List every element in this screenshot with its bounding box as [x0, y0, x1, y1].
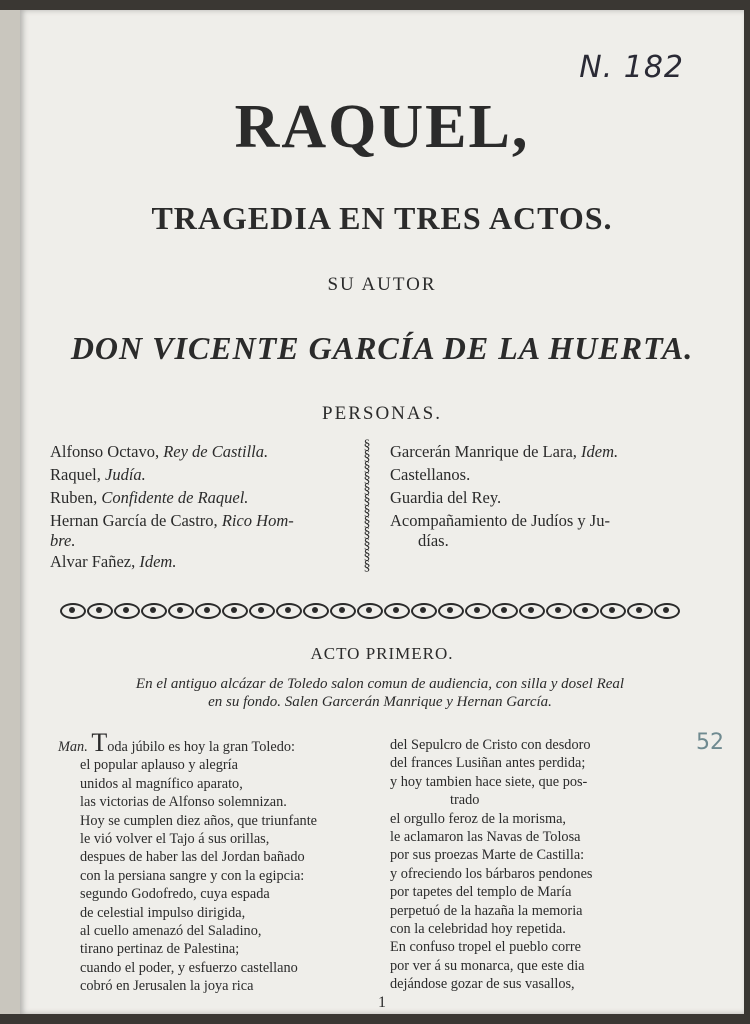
- ornament-link: [60, 603, 86, 619]
- cast-entry: [390, 486, 700, 509]
- ornament-link: [195, 603, 221, 619]
- cast-role: bre.: [50, 531, 76, 550]
- verse-line: las victorias de Alfonso solemnizan.: [80, 794, 287, 811]
- verse-line: perpetuó de la hazaña la memoria: [390, 902, 583, 919]
- verse-line: por ver á su monarca, que este dia: [390, 957, 585, 974]
- verse-line: el popular aplauso y alegría: [80, 757, 238, 774]
- cast-entry: [390, 532, 700, 550]
- cast-entry: [50, 440, 360, 463]
- cast-name: Guardia del Rey.: [390, 488, 502, 507]
- verse-line: dejándose gozar de sus vasallos,: [390, 976, 575, 993]
- verse-line: unidos al magnífico aparato,: [80, 775, 243, 792]
- cast-role: Idem.: [139, 552, 177, 571]
- verse-line: segundo Godofredo, cuya espada: [80, 886, 270, 903]
- stage-direction-line: En el antiguo alcázar de Toledo salon comun de audiencia, con silla y dosel Real: [135, 676, 625, 692]
- cast-list-right: [390, 440, 700, 550]
- cast-role: Rey de Castilla.: [163, 442, 269, 461]
- act-heading: ACTO PRIMERO.: [310, 644, 454, 663]
- margin-pencil-number: 52: [696, 730, 724, 755]
- verse-line: tirano pertinaz de Palestina;: [80, 941, 240, 958]
- ornament-link: [303, 603, 329, 619]
- ornament-link: [600, 603, 626, 619]
- ornament-link: [573, 603, 599, 619]
- cast-entry: [50, 509, 360, 532]
- cast-entry: [390, 440, 700, 463]
- ornament-link: [330, 603, 356, 619]
- cast-name: Hernan García de Castro,: [50, 511, 218, 530]
- stage-direction: [60, 675, 700, 711]
- cast-name: Garcerán Manrique de Lara,: [390, 442, 577, 461]
- verse-line: Hoy se cumplen diez años, que triunfante: [80, 812, 318, 829]
- ornament-link: [357, 603, 383, 619]
- author-name: DON VICENTE GARCÍA DE LA HUERTA.: [70, 330, 694, 366]
- verse-line: el orgullo feroz de la morisma,: [390, 810, 567, 827]
- verse-line: al cuello amenazó del Saladino,: [80, 923, 262, 940]
- stage-direction-line: en su fondo. Salen Garcerán Manrique y Hernan García.: [208, 694, 552, 710]
- ornament-link: [87, 603, 113, 619]
- cast-name: Acompañamiento de Judíos y Ju-: [390, 511, 610, 530]
- ornament-link: [141, 603, 167, 619]
- ornamental-divider: [60, 600, 680, 622]
- cast-entry: [50, 532, 360, 550]
- cast-entry: [50, 463, 360, 486]
- ornament-link: [384, 603, 410, 619]
- ornament-link: [276, 603, 302, 619]
- ornament-link: [492, 603, 518, 619]
- page-spine: [0, 10, 20, 1014]
- verse-line: con la persiana sangre y con la egipcia:: [80, 867, 305, 884]
- decorative-brace: § § § § § § § § § § § §: [363, 438, 371, 574]
- verse-line: y ofreciendo los bárbaros pendones: [390, 865, 593, 882]
- ornament-link: [627, 603, 653, 619]
- cast-name: Alvar Fañez,: [50, 552, 136, 571]
- verse-line: y hoy tambien hace siete, que pos-: [390, 773, 588, 790]
- ornament-link: [546, 603, 572, 619]
- verse-line: cobró en Jerusalen la joya rica: [80, 978, 254, 995]
- ornament-link: [519, 603, 545, 619]
- cast-entry: [50, 486, 360, 509]
- cast-name: Raquel,: [50, 465, 101, 484]
- cast-name: Castellanos.: [390, 465, 471, 484]
- verse-line: cuando el poder, y esfuerzo castellano: [80, 959, 298, 976]
- cast-entry: [50, 550, 360, 573]
- initial-letter: T: [91, 728, 108, 757]
- ornament-link: [438, 603, 464, 619]
- document-page: [20, 10, 744, 1014]
- personas-heading: PERSONAS.: [322, 403, 442, 424]
- verse-column-left: [58, 728, 378, 996]
- ornament-link: [168, 603, 194, 619]
- verse-line: del Sepulcro de Cristo con desdoro: [390, 737, 591, 753]
- cast-name: Alfonso Octavo,: [50, 442, 160, 461]
- verse-line: le aclamaron las Navas de Tolosa: [390, 829, 581, 846]
- verse-line: de celestial impulso dirigida,: [80, 904, 246, 921]
- cast-list-left: [50, 440, 360, 573]
- play-subtitle: TRAGEDIA EN TRES ACTOS.: [151, 200, 613, 236]
- ornament-link: [222, 603, 248, 619]
- verse-line: le vió volver el Tajo á sus orillas,: [80, 831, 270, 848]
- cast-name: días.: [418, 531, 449, 550]
- ornament-link: [654, 603, 680, 619]
- verse-line: trado: [450, 792, 480, 809]
- ornament-link: [249, 603, 275, 619]
- verse-line: por tapetes del templo de María: [390, 884, 572, 901]
- verse-line: del frances Lusiñan antes perdida;: [390, 755, 586, 772]
- ornament-link: [465, 603, 491, 619]
- cast-entry: [390, 509, 700, 532]
- cast-role: Judía.: [105, 465, 146, 484]
- handwritten-catalog-number: N. 182: [579, 50, 684, 85]
- verse-line: [58, 728, 378, 757]
- verse-line: por sus proezas Marte de Castilla:: [390, 847, 585, 864]
- cast-role: Idem.: [581, 442, 619, 461]
- page-number: 1: [378, 994, 386, 1011]
- verse-line: despues de haber las del Jordan bañado: [80, 849, 305, 866]
- verse-column-right: [390, 736, 702, 994]
- ornament-link: [411, 603, 437, 619]
- play-title: RAQUEL,: [234, 93, 530, 161]
- verse-line: con la celebridad hoy repetida.: [390, 921, 566, 938]
- author-label: SU AUTOR: [327, 274, 437, 295]
- speaker-name: Man.: [58, 739, 88, 755]
- cast-role: Rico Hom-: [221, 511, 294, 530]
- ornament-link: [114, 603, 140, 619]
- cast-name: Ruben,: [50, 488, 98, 507]
- verse-text: oda júbilo es hoy la gran Toledo:: [107, 739, 295, 755]
- cast-entry: [390, 463, 700, 486]
- verse-line: En confuso tropel el pueblo corre: [390, 939, 581, 956]
- cast-role: Confidente de Raquel.: [101, 488, 249, 507]
